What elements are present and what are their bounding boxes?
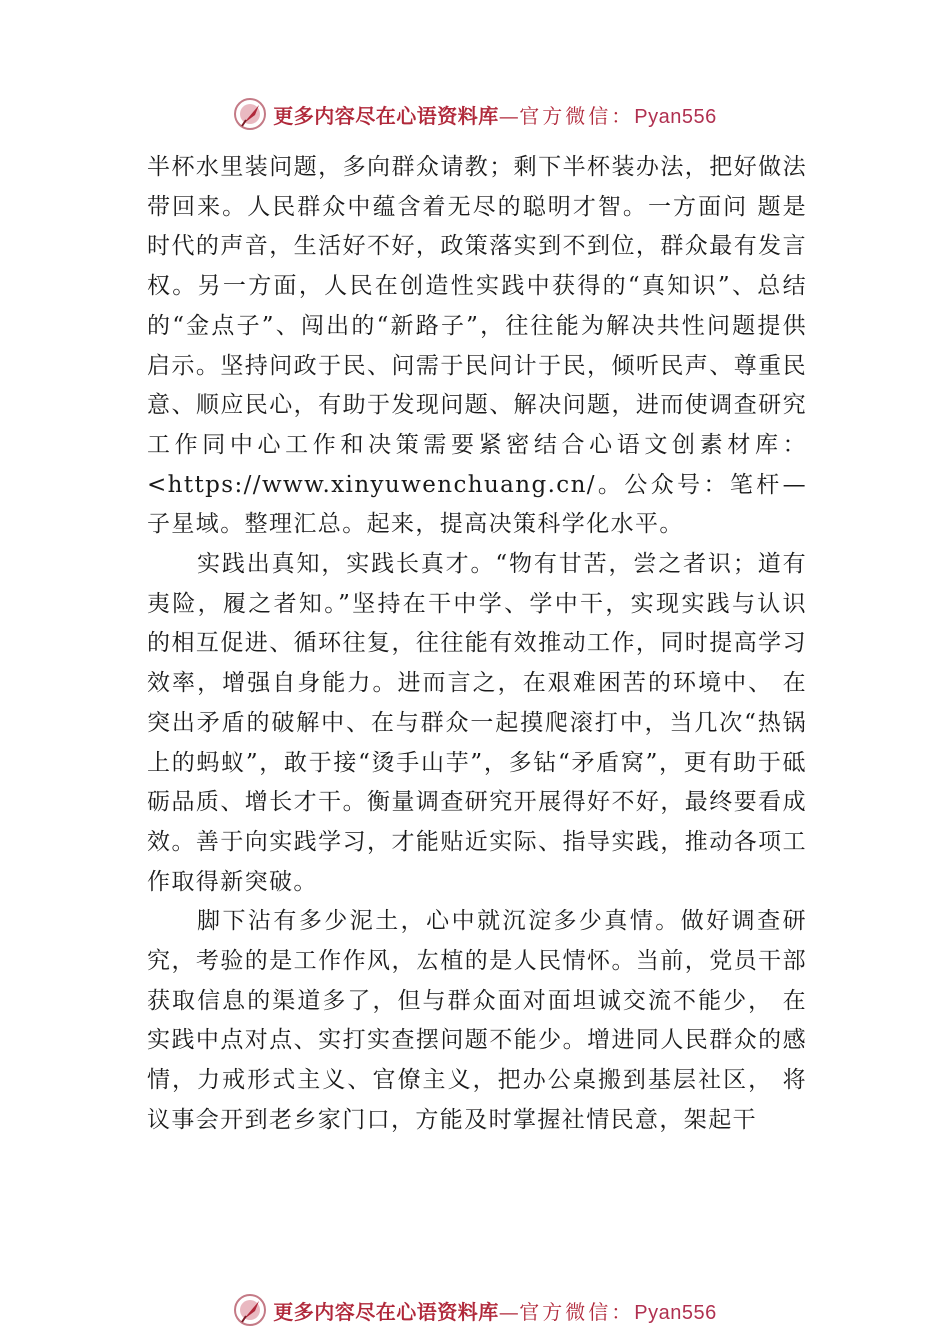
header-banner [0, 94, 950, 134]
banner-wechat-label: 官方微信： [519, 1299, 635, 1324]
banner-separator: — [498, 103, 520, 128]
paragraph-1: 半杯水里装问题，多向群众请教；剩下半杯装办法，把好做法带回来。人民群众中蕴含着无尽的聪明才智。一方面问 题是时代的声音，生活好不好，政策落实到不到位，群众最有发言权。另一方面，人民在创造性实践中获得的“真知识”、总结的“金点子”、闯出的“新路子”，往往能为解决共性问题提供启示。坚持问政于民、问需于民问计于民，倾听民声、尊重民意、顺应民心，有助于发现问题、解决问题，进而使调查研究工作同中心工作和决策需要紧密结合心语文创素材库：<https://www.xinyuwenchuang.cn/。公众号：笔杆—子星域。整理汇总。起来，提高决策科学化水平。 [147, 154, 807, 538]
paragraph-2: 实践出真知，实践长真才。“物有甘苦，尝之者识；道有夷险，履之者知。”坚持在干中学、学中干，实现实践与认识的相互促进、循环往复，往往能有效推动工作，同时提高学习效率，增强自身能力。进而言之，在艰难困苦的环境中、 在突出矛盾的破解中、在与群众一起摸爬滚打中，当几次“热锅上的蚂蚁”，敢于接“烫手山芋”，多钻“矛盾窝”，更有助于砥砺品质、增长才干。衡量调查研究开展得好不好，最终要看成效。善于向实践学习，才能贴近实际、指导实践，推动各项工作取得新突破。 [147, 551, 807, 895]
banner-separator: — [498, 1299, 520, 1324]
quill-logo-icon [233, 97, 267, 131]
banner-text [273, 1296, 716, 1325]
banner-wechat-label: 官方微信： [519, 103, 635, 128]
banner-main-text: 更多内容尽在心语资料库 [273, 1299, 499, 1324]
banner-wechat-id: Pyan556 [634, 1301, 717, 1324]
banner-text [273, 100, 716, 129]
footer-banner [0, 1290, 950, 1330]
banner-main-text: 更多内容尽在心语资料库 [273, 103, 499, 128]
quill-logo-icon [233, 1293, 267, 1327]
document-body [147, 148, 807, 1141]
banner-wechat-id: Pyan556 [634, 105, 717, 128]
paragraph-3: 脚下沾有多少泥土，心中就沉淀多少真情。做好调查研究，考验的是工作作风，厷植的是人民情怀。当前，党员干部获取信息的渠道多了，但与群众面对面坦诚交流不能少， 在实践中点对点、实打实查摆问题不能少。增进同人民群众的感情，力戒形式主义、官僚主义，把办公桌搬到基层社区， 将议事会开到老乡家门口，方能及时掌握社情民意，架起干 [147, 908, 807, 1133]
